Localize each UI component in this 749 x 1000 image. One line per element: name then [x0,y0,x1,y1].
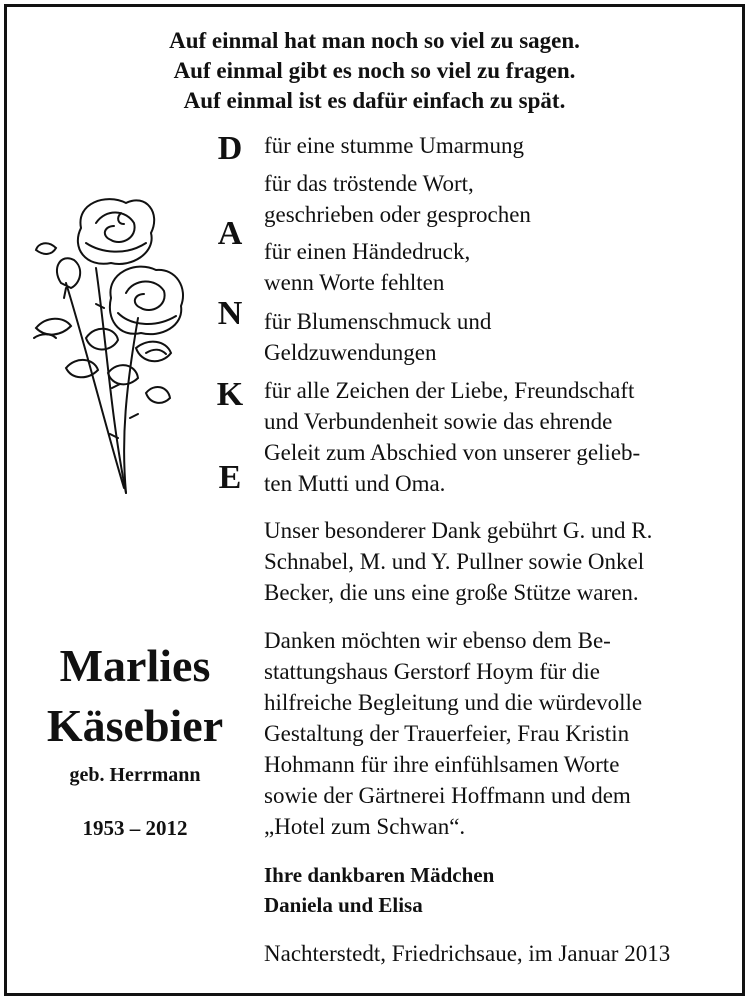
deceased-last-name: Käsebier [46,700,224,751]
thanks-line: ten Mutti und Oma. [264,471,446,496]
text-line: Gestaltung der Trauerfeier, Frau Kristin [264,721,630,746]
birth-name: geb. Herrmann [69,764,201,786]
text-line: sowie der Gärtnerei Hoffmann und dem [264,783,631,808]
thanks-item [264,306,491,368]
text-line: Becker, die uns eine große Stütze waren. [264,580,639,605]
thanks-line: Geleit zum Abschied von unserer gelieb- [264,440,641,465]
text-line: „Hotel zum Schwan“. [264,814,466,839]
danke-letter: K [216,376,244,413]
text-line: Unser besonderer Dank gebührt G. und R. [264,518,653,543]
verse-line: Auf einmal gibt es noch so viel zu fragen. [173,58,576,83]
text-line: Schnabel, M. und Y. Pullner sowie Onkel [264,549,645,574]
special-thanks [264,515,712,608]
danke-letter: A [217,215,243,252]
thanks-line: für das tröstende Wort, [264,171,474,196]
signature-line: Ihre dankbaren Mädchen [264,863,495,887]
thanks-item [264,168,531,230]
thanks-line: und Verbundenheit sowie das ehrende [264,409,613,434]
text-line: hilfreiche Begleitung und die würdevolle [264,690,643,715]
place-date: Nachterstedt, Friedrichsaue, im Januar 2013 [264,941,671,966]
verse-line: Auf einmal ist es dafür einfach zu spät. [183,88,566,113]
thanks-line: wenn Worte fehlten [264,270,445,295]
rose-illustration-icon [26,188,196,503]
verse-line: Auf einmal hat man noch so viel zu sagen. [169,28,580,53]
thanks-item [264,130,524,161]
thanks-line: für einen Händedruck, [264,239,471,264]
text-line: stattungshaus Gerstorf Hoym für die [264,659,600,684]
signature-line: Daniela und Elisa [264,893,423,917]
text-line: Danken möchten wir ebenso dem Be- [264,628,611,653]
thanks-line: für eine stumme Umarmung [264,133,524,158]
text-line: Hohmann für ihre einfühlsamen Worte [264,752,620,777]
thanks-line: für alle Zeichen der Liebe, Freundschaft [264,378,635,403]
danke-letter: N [217,295,243,332]
danke-letter: E [218,459,242,496]
danke-letter: D [217,130,243,167]
deceased-first-name: Marlies [59,640,211,691]
further-thanks [264,625,712,842]
signature [264,860,494,920]
thanks-line: Geldzuwendungen [264,340,437,365]
thanks-item [264,375,640,499]
thanks-line: geschrieben oder gesprochen [264,202,531,227]
life-years: 1953 – 2012 [82,816,188,840]
thanks-item [264,236,470,298]
thanks-line: für Blumenschmuck und [264,309,492,334]
verse [0,26,749,116]
